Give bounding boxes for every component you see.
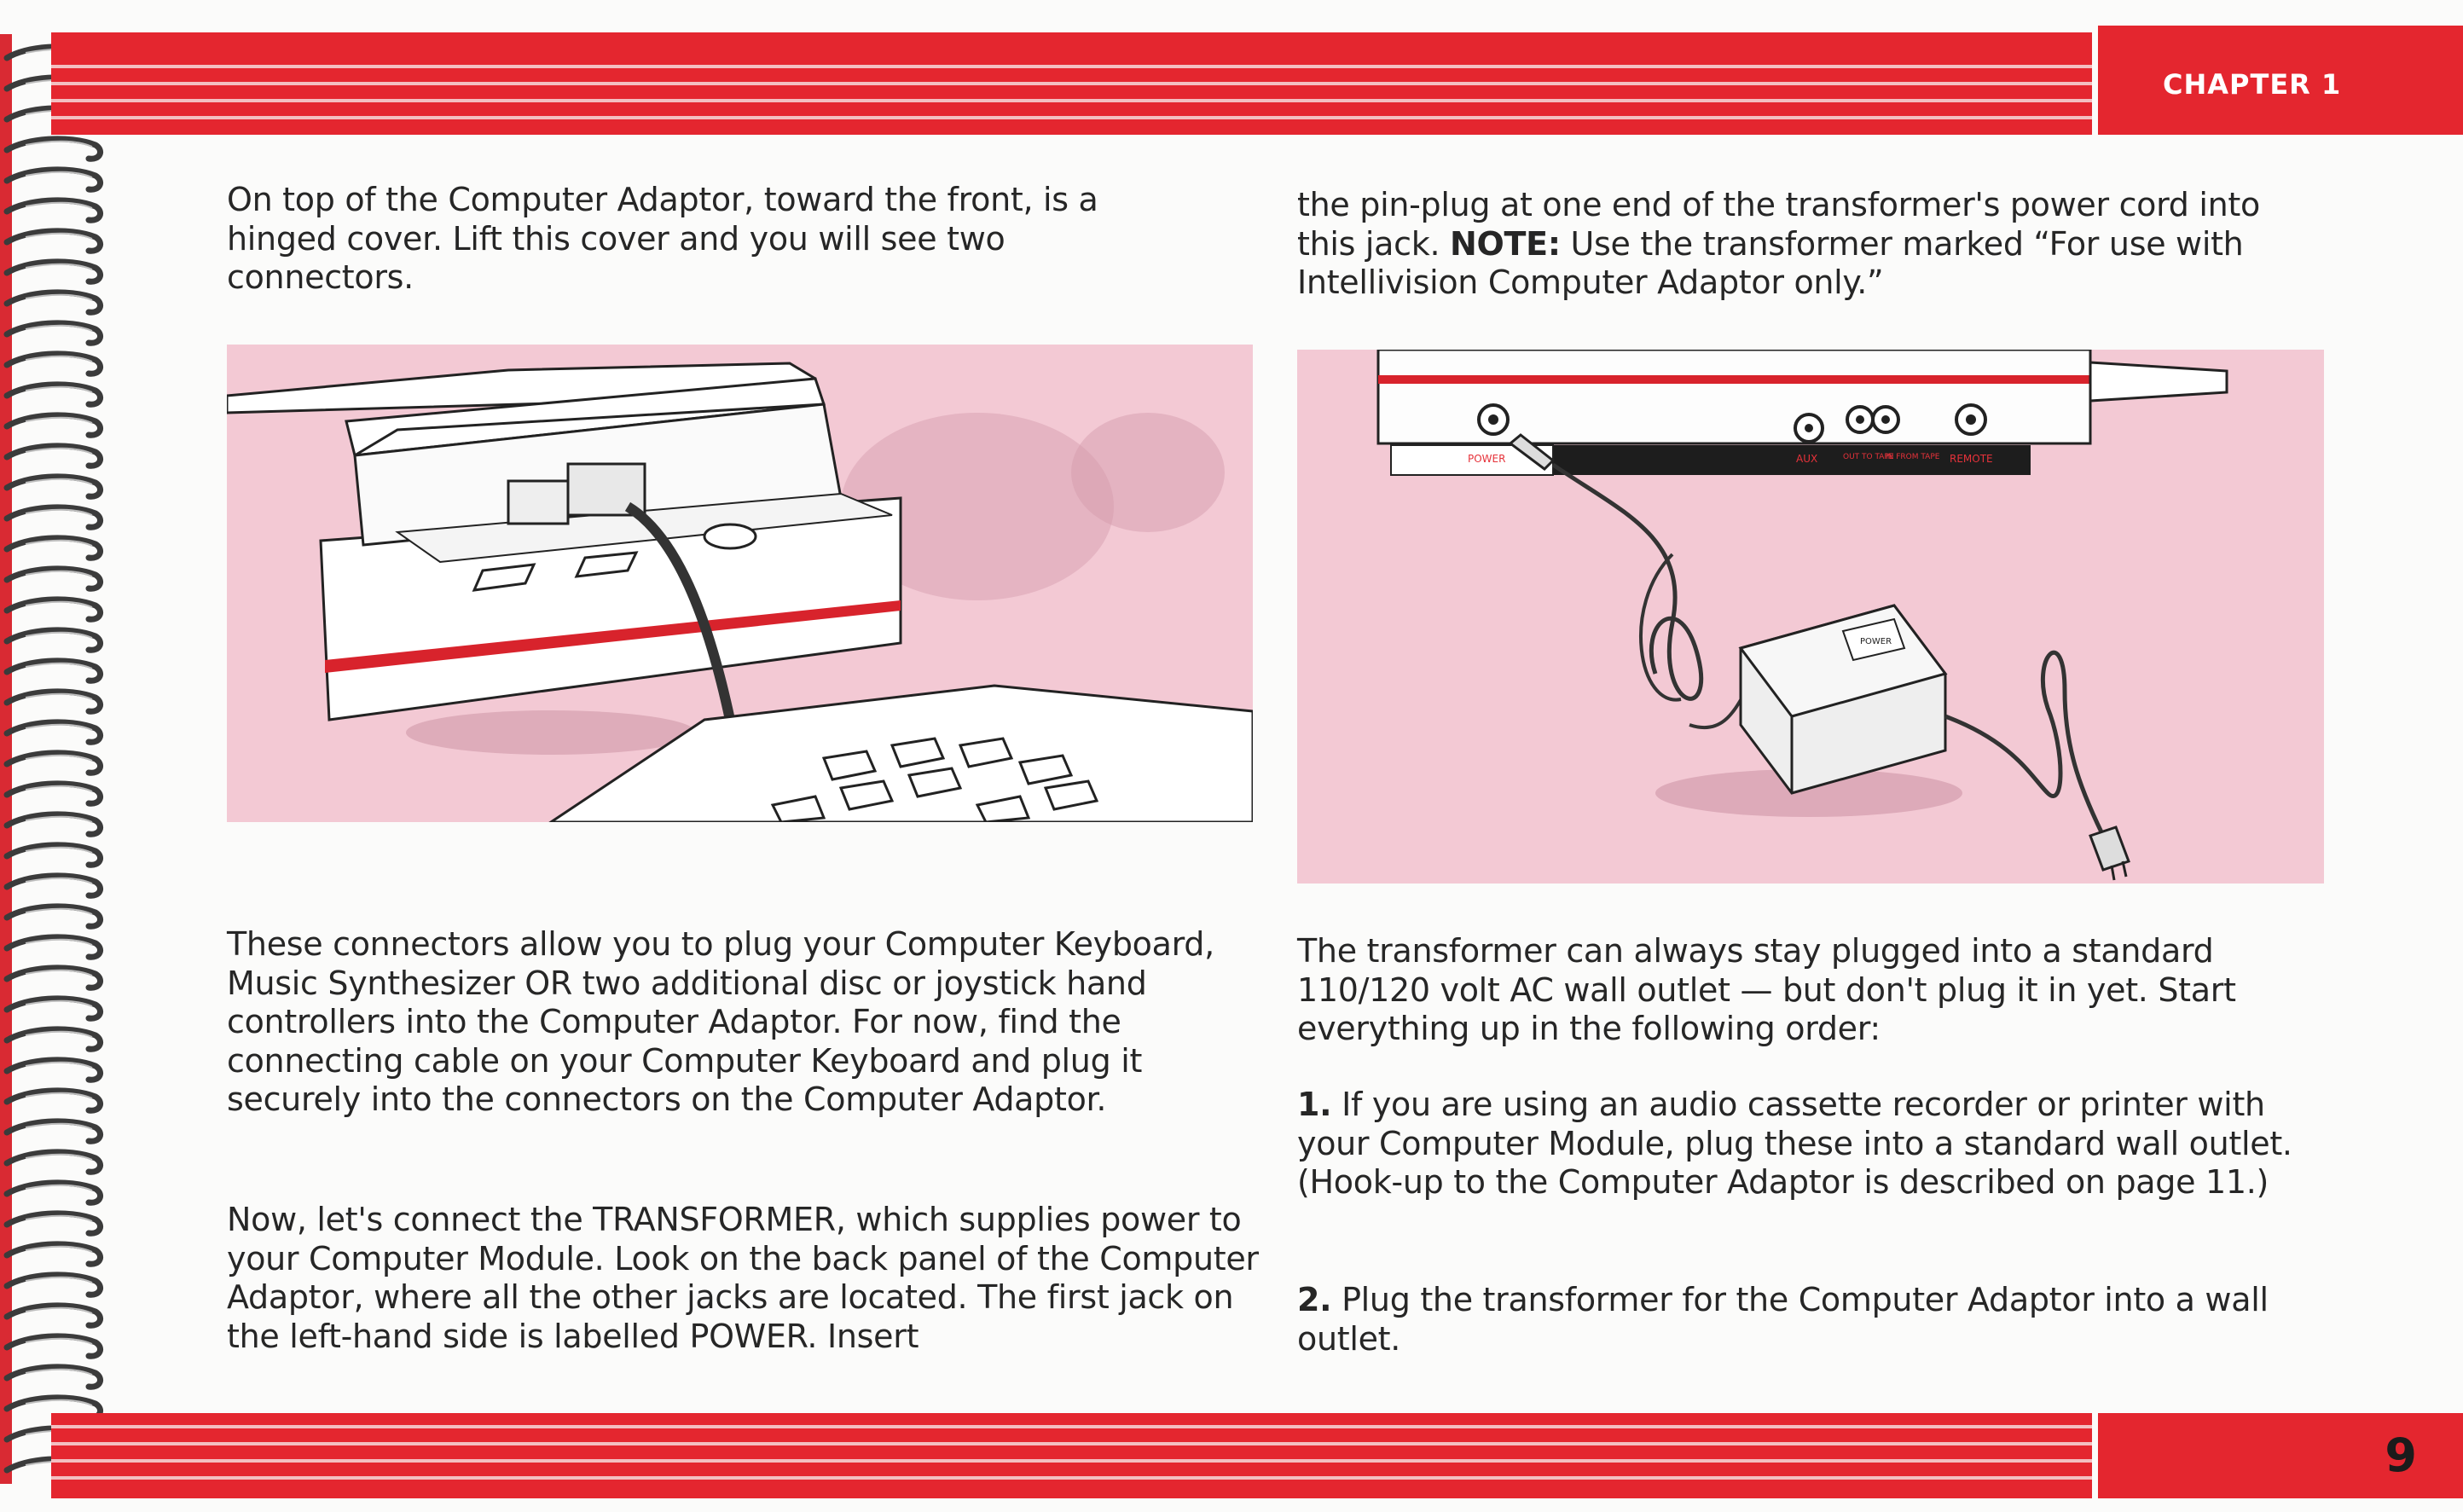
pin-plug-paragraph [1297,186,2321,303]
jack-label-remote: REMOTE [1950,453,1993,465]
transformer-label: POWER [1860,637,1892,646]
page-number: 9 [2385,1428,2417,1482]
note-label: NOTE: [1450,224,1561,263]
transformer-illustration [1297,350,2324,883]
chapter-tab [2098,26,2463,135]
step-2 [1297,1281,2321,1358]
step-1-text: If you are using an audio cassette recorder or printer with your Computer Module, plug these into a standard wall outlet. (Hook-up to the Computer Adaptor is described on page 11.) [1297,1086,2292,1201]
connectors-paragraph: These connectors allow you to plug your Computer Keyboard, Music Synthesizer OR two additional disc or joystick hand controllers into the Computer Adaptor. For now, find the connecting cable on your Computer Keyboard and plug it securely into the connectors on the Computer Adaptor. [227,925,1214,1118]
jack-label-out: OUT TO TAPE [1843,453,1894,461]
header-band [51,32,2092,135]
jack-label-in: IN FROM TAPE [1886,453,1940,461]
chapter-label: CHAPTER 1 [2163,68,2342,101]
page-number-tab [2098,1413,2463,1498]
outlet-paragraph: The transformer can always stay plugged into a standard 110/120 volt AC wall outlet — but don't plug it in yet. Start everything up in the following order: [1297,932,2236,1047]
spiral-binding [0,34,111,1484]
computer-adaptor-illustration [227,345,1253,822]
jack-label-power: POWER [1468,453,1506,465]
pin-plug-text: the pin-plug at one end of the transformer's power cord into this jack. [1297,186,2260,263]
step-2-text: Plug the transformer for the Computer Adaptor into a wall outlet. [1297,1281,2269,1358]
note-text: Use the transformer marked “For use with Intellivision Computer Adaptor only.” [1297,224,2244,301]
step-2-number: 2. [1297,1281,1332,1318]
step-1 [1297,1086,2321,1202]
jack-label-aux: AUX [1796,453,1818,465]
step-1-number: 1. [1297,1086,1332,1123]
transformer-paragraph: Now, let's connect the TRANSFORMER, which supplies power to your Computer Module. Look on the back panel of the Computer Adaptor, where all the other jacks are located. The first jack on the left-hand side is labelled POWER. Insert [227,1201,1259,1355]
footer-band [51,1413,2092,1498]
intro-paragraph: On top of the Computer Adaptor, toward the front, is a hinged cover. Lift this cover and you will see two connectors. [227,181,1098,296]
